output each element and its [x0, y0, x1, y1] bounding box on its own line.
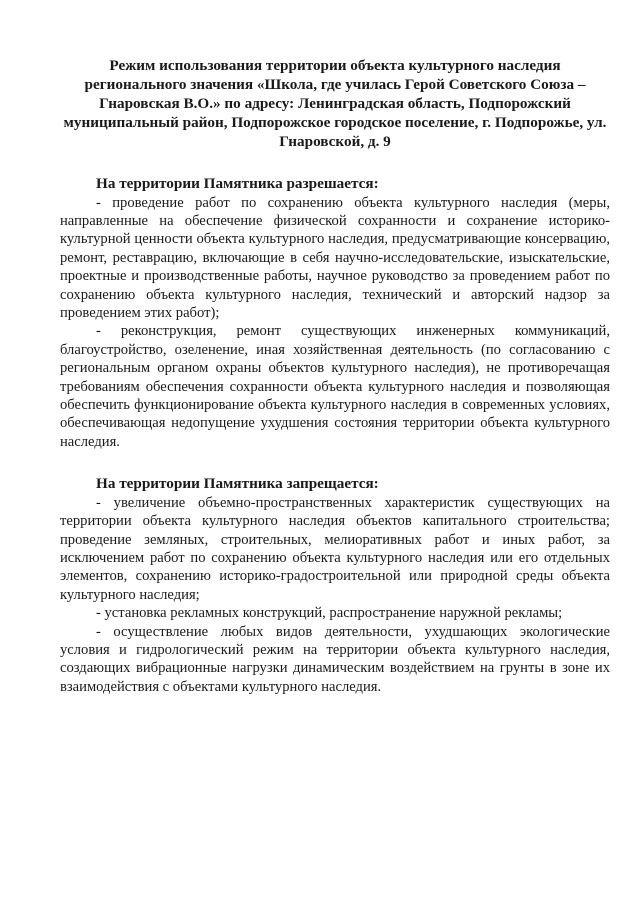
forbidden-item-3: - осуществление любых видов деятельности, ухудшающих экологические условия и гидрологический режим на территории объекта культурного наследия, создающих вибрационные нагрузки динамическим воздействием на грунты в зоне их взаимодействия с объектами культурного наследия.: [60, 623, 610, 695]
allowed-heading: На территории Памятника разрешается:: [96, 175, 379, 192]
document-title: Режим использования территории объекта культурного наследия регионального значения «Школа, где училась Герой Советского Союза – Гнаровская В.О.» по адресу: Ленинградская область, Подпорожский муниципальный район, Подпорожское городское поселение, г. Подпорожье, ул. Гнаровской, д. 9: [63, 57, 607, 150]
allowed-item-2: - реконструкция, ремонт существующих инженерных коммуникаций, благоустройство, озеленение, иная хозяйственная деятельность (по согласованию с региональным органом охраны объектов культурного наследия), не противоречащая требованиям обеспечения сохранности объекта культурного наследия и позволяющая обеспечить функционирование объекта культурного наследия в современных условиях, обеспечивающая недопущение ухудшения состояния территории объекта культурного наследия.: [60, 323, 610, 450]
allowed-item-1: - проведение работ по сохранению объекта культурного наследия (меры, направленные на обеспечение физической сохранности и сохранение историко-культурной ценности объекта культурного наследия, предусматривающие консервацию, ремонт, реставрацию, включающие в себя научно-исследовательские, изыскательские, проектные и производственные работы, научное руководство за проведением работ по сохранению объекта культурного наследия, технический и авторский надзор за проведением этих работ);: [60, 194, 610, 321]
forbidden-item-1: - увеличение объемно-пространственных характеристик существующих на территории объекта культурного наследия объектов капитального строительства; проведение земляных, строительных, мелиоративных работ и иных работ, за исключением работ по сохранению объекта культурного наследия или его отдельных элементов, сохранению историко-градостроительной или природной среды объекта культурного наследия;: [60, 494, 610, 603]
forbidden-heading: На территории Памятника запрещается:: [96, 475, 379, 493]
document-page: [60, 56, 610, 696]
allowed-section: [60, 175, 610, 451]
forbidden-item-2: - установка рекламных конструкций, распространение наружной рекламы;: [96, 605, 563, 622]
forbidden-section: [60, 475, 610, 696]
